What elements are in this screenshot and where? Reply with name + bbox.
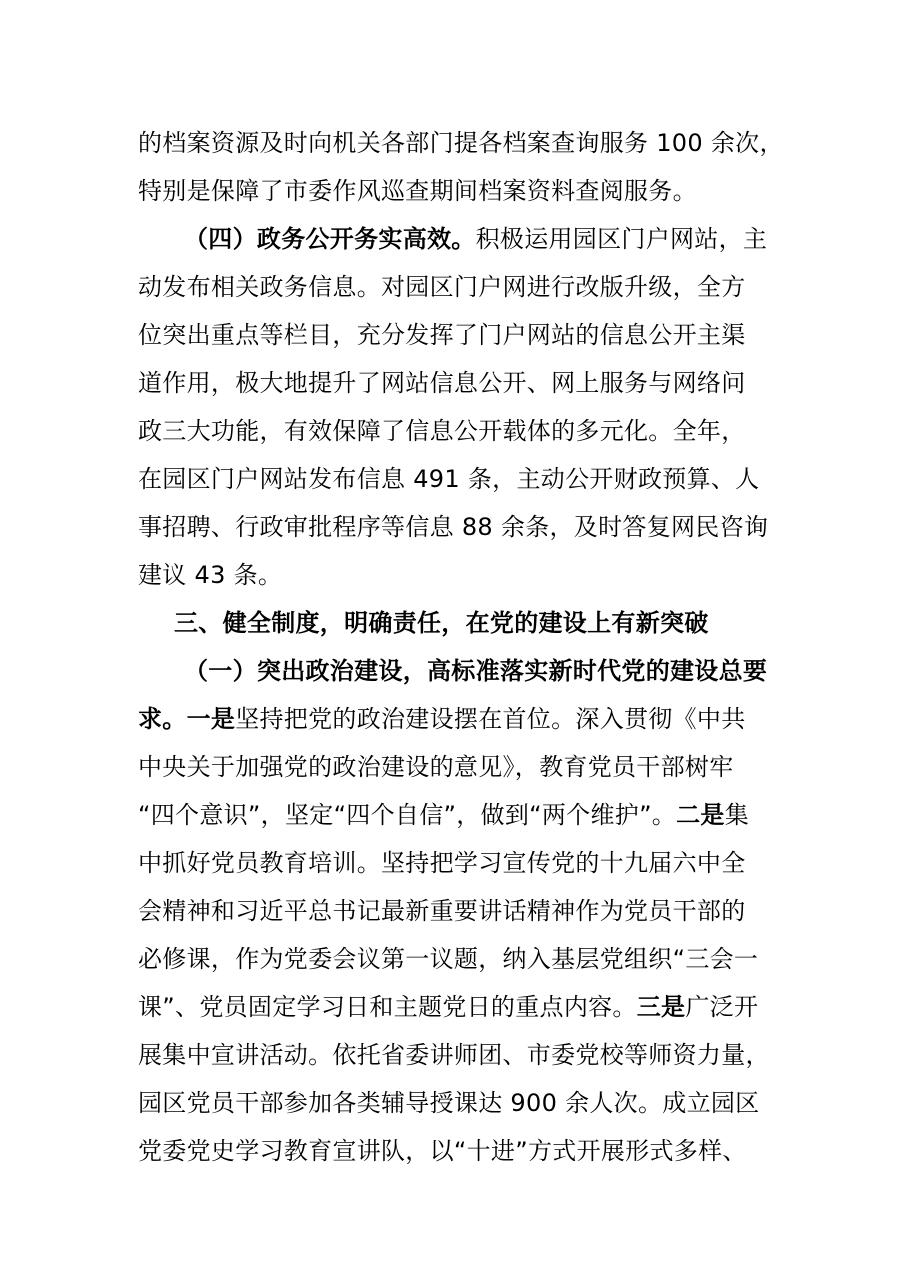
text-line: （四）政务公开务实高效。积极运用园区门户网站，主 xyxy=(184,225,768,253)
text-line: 中央关于加强党的政治建设的意见》，教育党员干部树牢 xyxy=(138,753,734,781)
text-line: 在园区门户网站发布信息 491 条，主动公开财政预算、人 xyxy=(138,465,760,493)
text-line: 政三大功能，有效保障了信息公开载体的多元化。全年， xyxy=(138,417,746,445)
text-line: 事招聘、行政审批程序等信息 88 余条，及时答复网民咨询 xyxy=(138,513,769,541)
text-line: 会精神和习近平总书记最新重要讲话精神作为党员干部的 xyxy=(138,897,746,925)
text-line: 园区党员干部参加各类辅导授课达 900 余人次。成立园区 xyxy=(138,1089,760,1117)
text-line: “四个意识”，坚定“四个自信”，做到“两个维护”。二是集 xyxy=(138,801,750,829)
text-line: 党委党史学习教育宣讲队，以“十进”方式开展形式多样、 xyxy=(138,1137,747,1165)
text-line: 中抓好党员教育培训。坚持把学习宣传党的十九届六中全 xyxy=(138,849,746,877)
text-line: 动发布相关政务信息。对园区门户网进行改版升级，全方 xyxy=(138,273,746,301)
subsection-heading: （四）政务公开务实高效。 xyxy=(184,225,476,253)
subsection-heading: （一）突出政治建设，高标准落实新时代党的建设总要 xyxy=(184,657,768,685)
text-line: 道作用，极大地提升了网站信息公开、网上服务与网络问 xyxy=(138,369,746,397)
text-line: 必修课，作为党委会议第一议题，纳入基层党组织“三会一 xyxy=(138,945,759,973)
text-line: 建议 43 条。 xyxy=(138,561,283,589)
text-line: 展集中宣讲活动。依托省委讲师团、市委党校等师资力量， xyxy=(138,1041,770,1069)
text-line: 特别是保障了市委作风巡查期间档案资料查阅服务。 xyxy=(138,177,697,205)
text-line: 求。一是坚持把党的政治建设摆在首位。深入贯彻《中共 xyxy=(138,705,746,733)
text-line: 课”、党员固定学习日和主题党日的重点内容。三是广泛开 xyxy=(138,993,759,1021)
text-line: 位突出重点等栏目，充分发挥了门户网站的信息公开主渠 xyxy=(138,321,746,349)
text-line: 的档案资源及时向机关各部门提各档案查询服务 100 余次， xyxy=(138,129,784,157)
section-heading: 三、健全制度，明确责任，在党的建设上有新突破 xyxy=(174,609,709,637)
